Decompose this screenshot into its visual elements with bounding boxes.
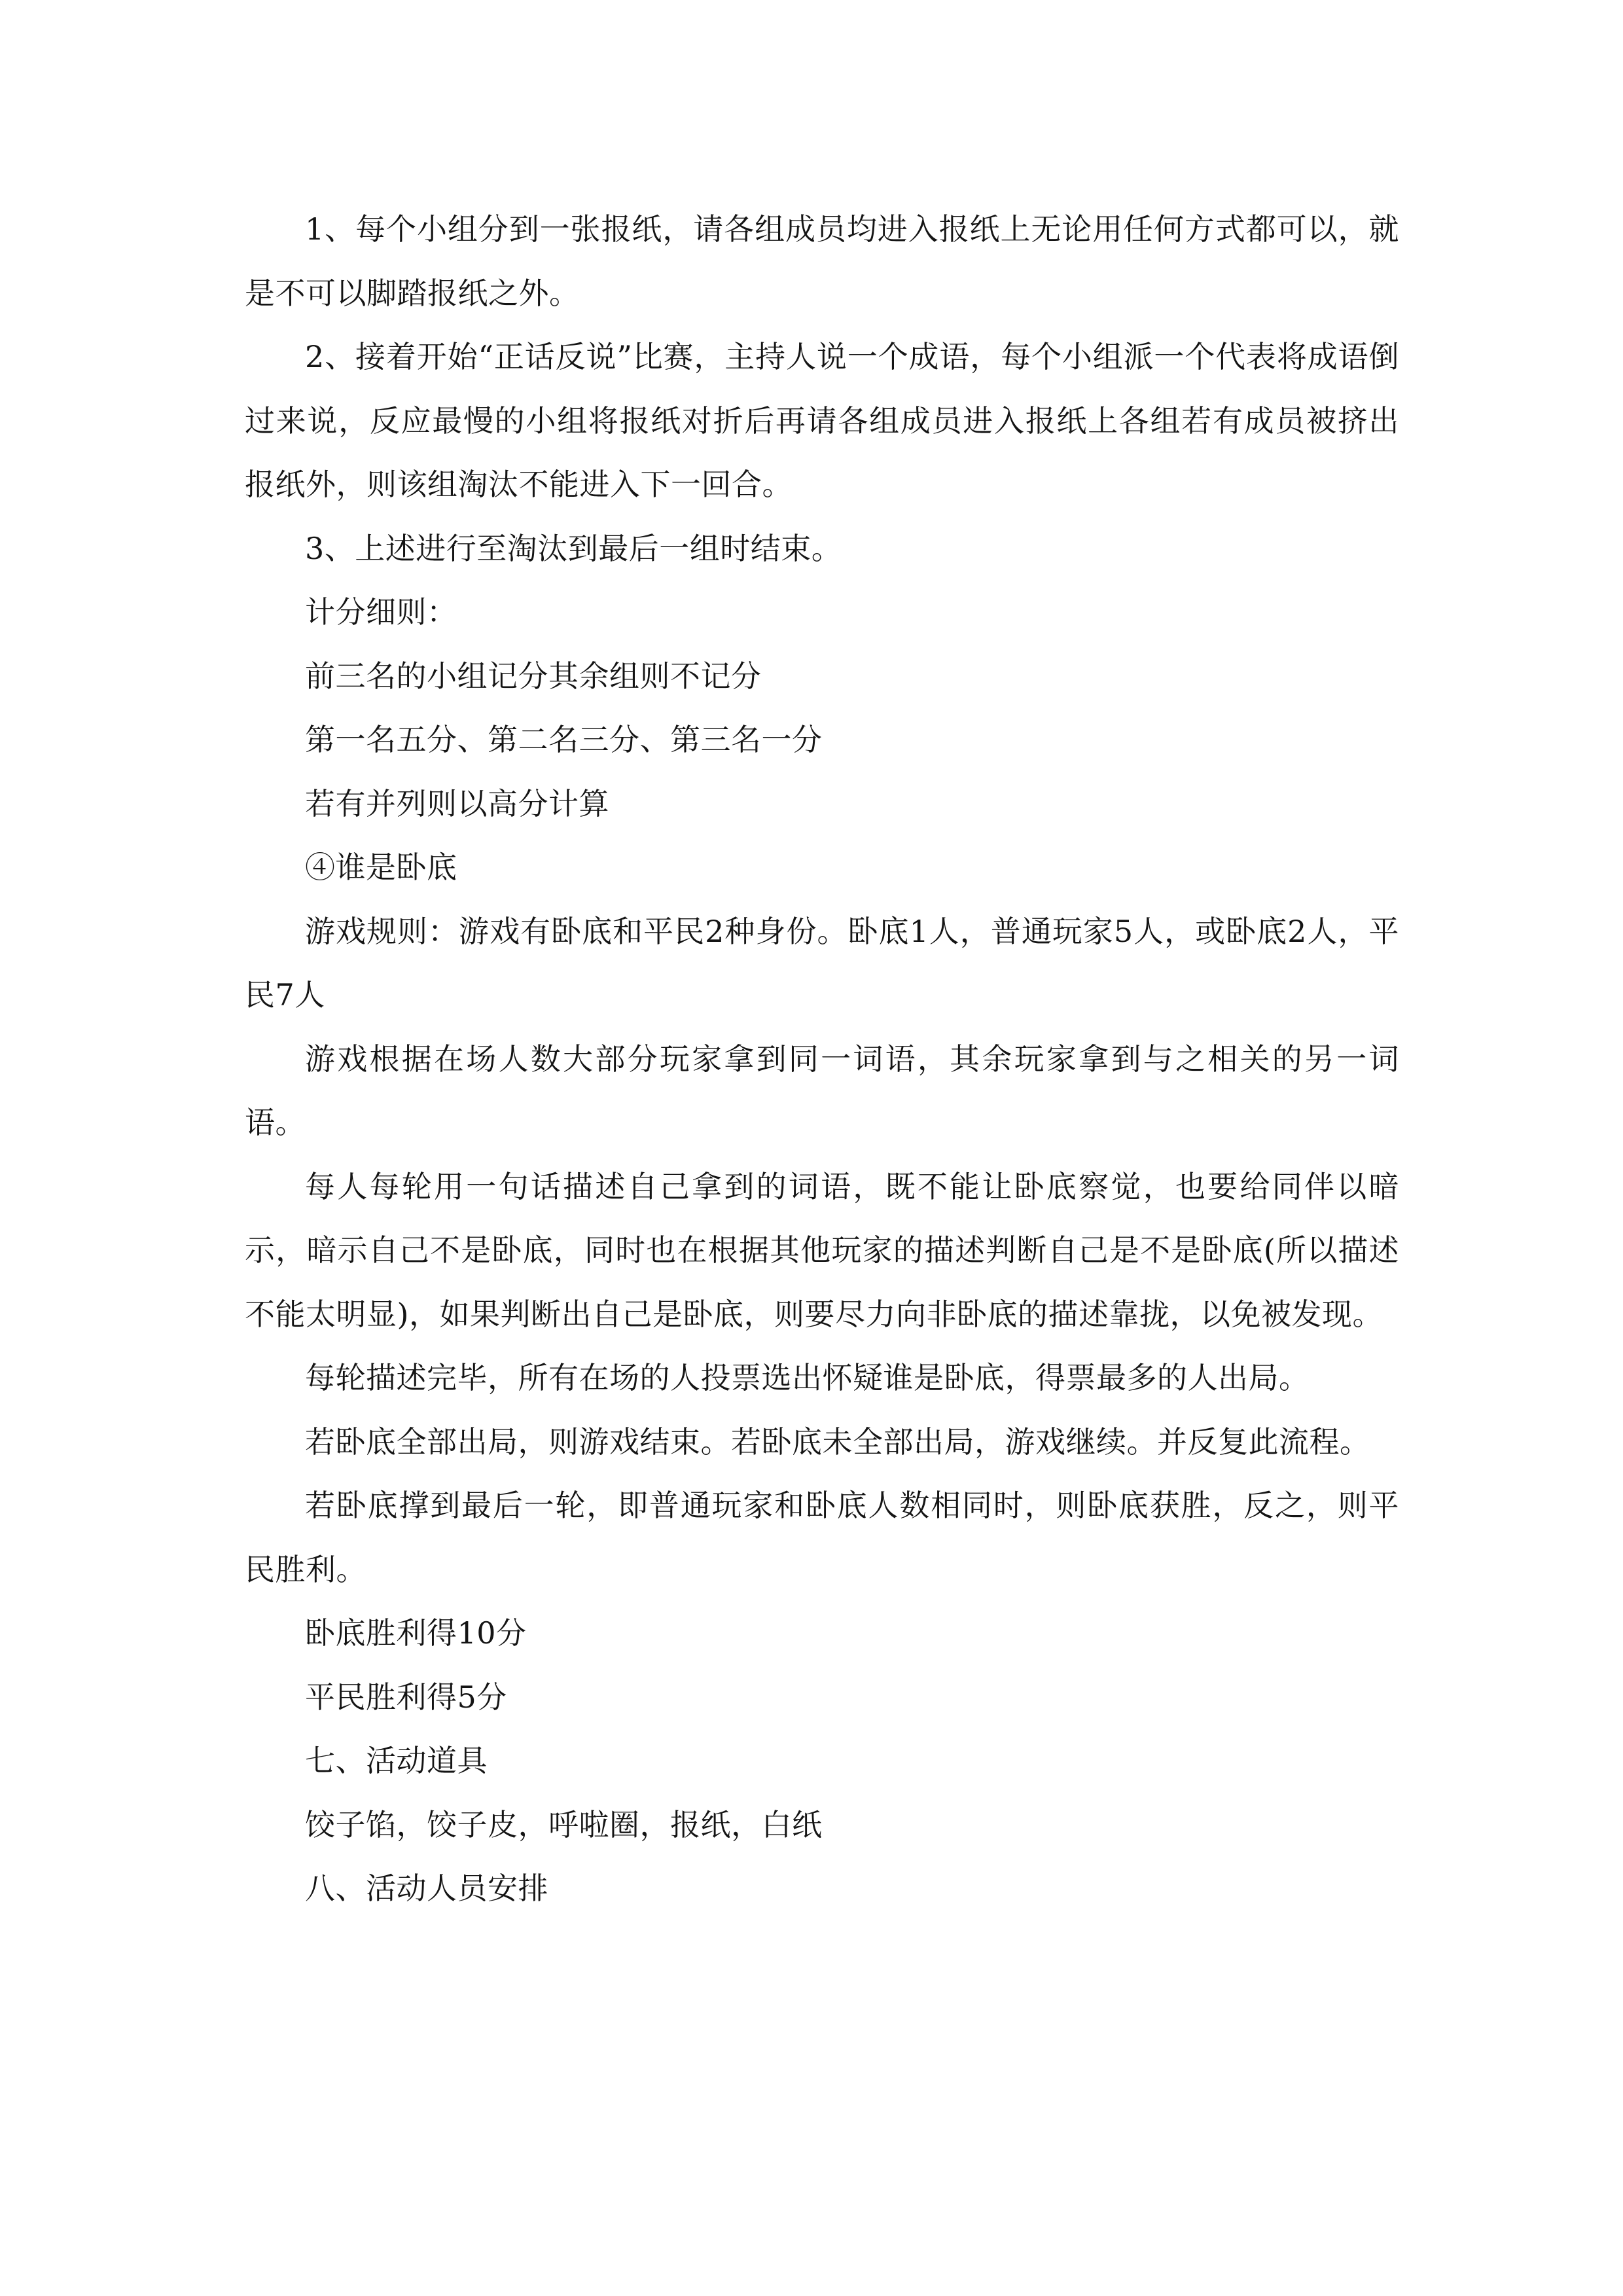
game-rules: 游戏规则：游戏有卧底和平民2种身份。卧底1人，普通玩家5人，或卧底2人，平民7人 xyxy=(245,913,1399,1013)
document-body xyxy=(245,198,1399,1921)
game-title: ④谁是卧底 xyxy=(305,850,457,885)
scoring-line-3: 若有并列则以高分计算 xyxy=(305,785,609,821)
scoring-line-2: 第一名五分、第二名三分、第三名一分 xyxy=(305,722,823,757)
game-words: 游戏根据在场人数大部分玩家拿到同一词语，其余玩家拿到与之相关的另一词语。 xyxy=(245,1041,1399,1140)
game-end: 若卧底全部出局，则游戏结束。若卧底未全部出局，游戏继续。并反复此流程。 xyxy=(305,1424,1370,1460)
paragraph-rule-3: 3、上述进行至淘汰到最后一组时结束。 xyxy=(305,530,842,566)
score-undercover: 卧底胜利得10分 xyxy=(305,1615,527,1651)
score-civilian: 平民胜利得5分 xyxy=(305,1679,507,1715)
scoring-line-1: 前三名的小组记分其余组则不记分 xyxy=(305,658,762,694)
game-voting: 每轮描述完毕，所有在场的人投票选出怀疑谁是卧底，得票最多的人出局。 xyxy=(305,1360,1310,1395)
game-description: 每人每轮用一句话描述自己拿到的词语，既不能让卧底察觉，也要给同伴以暗示，暗示自己不是卧底，同时也在根据其他玩家的描述判断自己是不是卧底(所以描述不能太明显)，如果判断出自己是卧底，则要尽力向非卧底的描述靠拢，以免被发现。 xyxy=(245,1168,1399,1332)
props-list: 饺子馅，饺子皮，呼啦圈，报纸，白纸 xyxy=(305,1806,823,1842)
paragraph-rule-2: 2、接着开始“正话反说”比赛，主持人说一个成语，每个小组派一个代表将成语倒过来说，反应最慢的小组将报纸对折后再请各组成员进入报纸上各组若有成员被挤出报纸外，则该组淘汰不能进入下一回合。 xyxy=(245,339,1399,502)
paragraph-rule-1: 1、每个小组分到一张报纸，请各组成员均进入报纸上无论用任何方式都可以，就是不可以脚踏报纸之外。 xyxy=(245,211,1399,311)
section-staff-heading: 八、活动人员安排 xyxy=(305,1871,548,1906)
section-props-heading: 七、活动道具 xyxy=(305,1743,488,1778)
game-win: 若卧底撑到最后一轮，即普通玩家和卧底人数相同时，则卧底获胜，反之，则平民胜利。 xyxy=(245,1488,1399,1587)
scoring-heading: 计分细则： xyxy=(305,594,457,630)
